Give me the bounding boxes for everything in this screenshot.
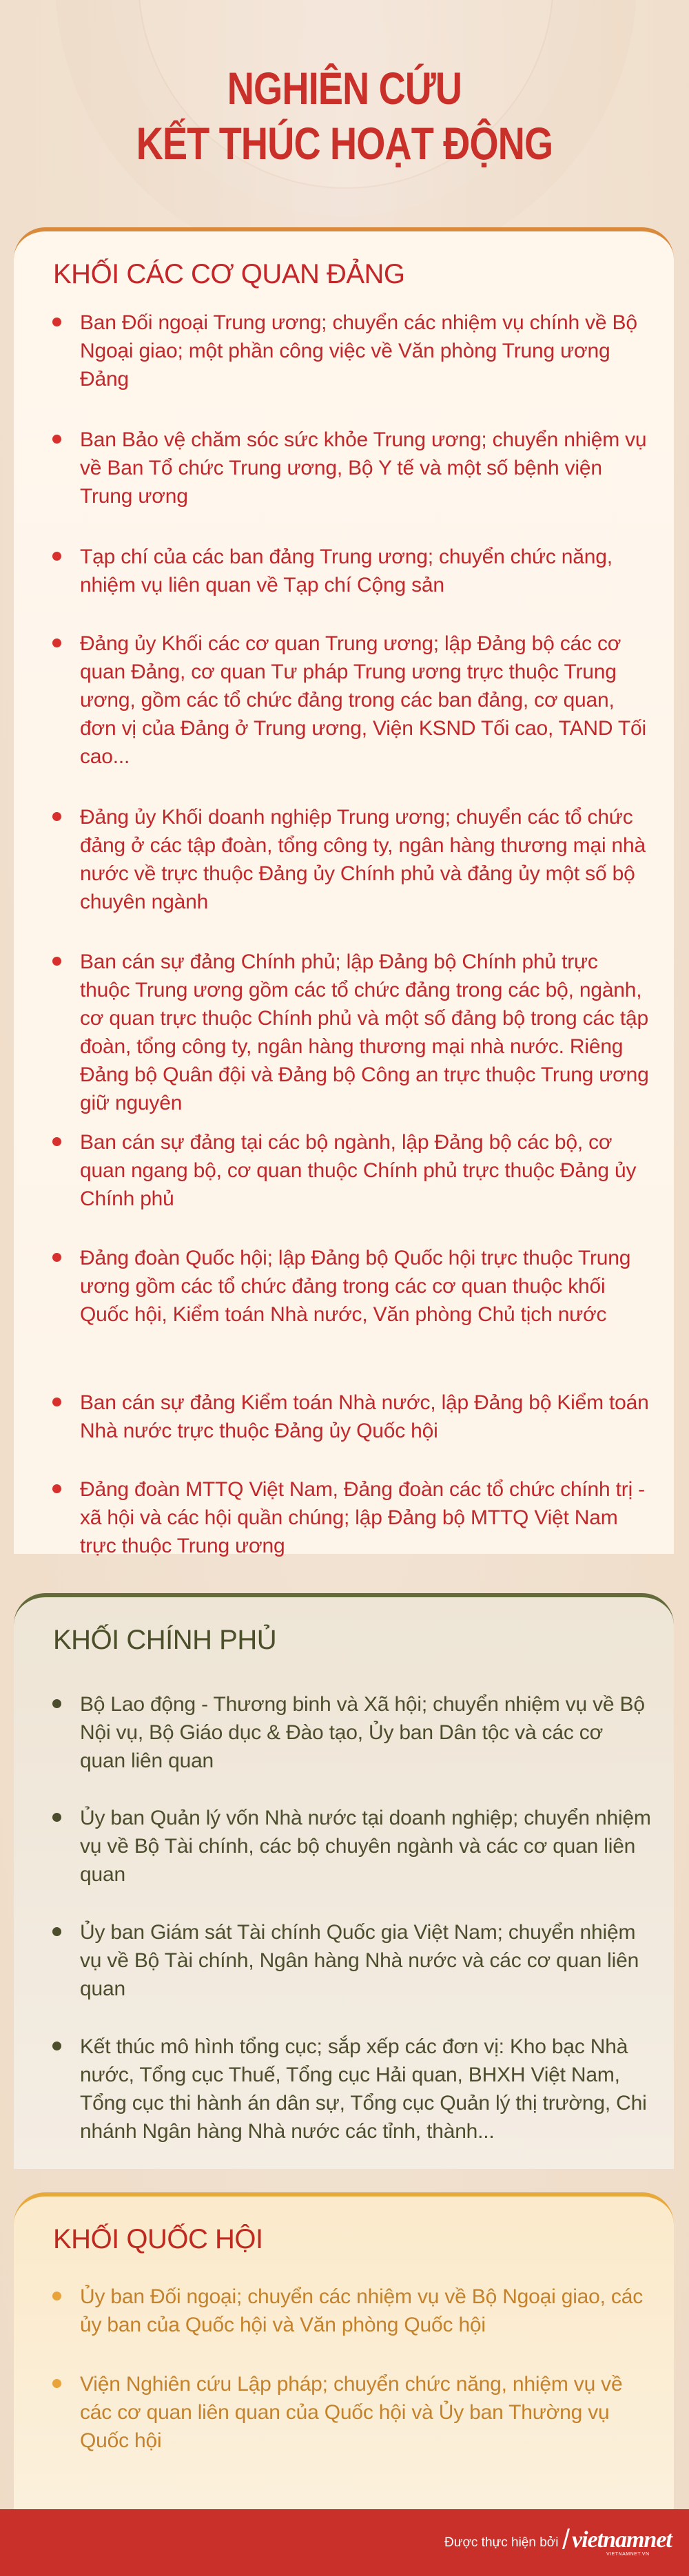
- list-item: [80, 1690, 652, 1775]
- list-item: [80, 2370, 652, 2455]
- list-item: [80, 426, 652, 510]
- list-item: [80, 1918, 652, 2003]
- bullet-icon: [52, 552, 61, 561]
- list-item-text: Viện Nghiên cứu Lập pháp; chuyển chức năng, nhiệm vụ về các cơ quan liên quan của Quốc hội và Ủy ban Thường vụ Quốc hội: [80, 2373, 623, 2452]
- section-national-assembly: [14, 2192, 674, 2513]
- list-item-text: Đảng ủy Khối doanh nghiệp Trung ương; chuyển các tổ chức đảng ở các tập đoàn, tổng công ty, ngân hàng thương mại nhà nước về trực thuộc Đảng ủy Chính phủ và đảng ủy một số bộ chuyên ngành: [80, 806, 646, 913]
- list-item: [80, 309, 652, 393]
- list-item-text: Đảng đoàn Quốc hội; lập Đảng bộ Quốc hội trực thuộc Trung ương gồm các tổ chức đảng trong các cơ quan thuộc khối Quốc hội, Kiểm toán Nhà nước, Văn phòng Chủ tịch nước: [80, 1247, 631, 1326]
- bullet-icon: [52, 1927, 61, 1936]
- list-item-text: Bộ Lao động - Thương binh và Xã hội; chuyển nhiệm vụ về Bộ Nội vụ, Bộ Giáo dục & Đào tạo, Ủy ban Dân tộc và các cơ quan liên quan: [80, 1693, 645, 1772]
- section-party-agencies: [14, 227, 674, 1557]
- list-item: [80, 630, 652, 771]
- list-item-text: Ủy ban Giám sát Tài chính Quốc gia Việt Nam; chuyển nhiệm vụ về Bộ Tài chính, Ngân hàng Nhà nước và các cơ quan liên quan: [80, 1921, 639, 2000]
- list-item: [80, 1389, 652, 1445]
- list-item: [80, 803, 652, 916]
- bullet-icon: [52, 812, 61, 821]
- footer-bar: [0, 2509, 689, 2576]
- bullet-icon: [52, 638, 61, 647]
- logo-tagline: VIETNAMNET.VN: [606, 2552, 650, 2557]
- list-item-text: Ban Bảo vệ chăm sóc sức khỏe Trung ương; chuyển nhiệm vụ về Ban Tổ chức Trung ương, Bộ Y tế và một số bệnh viện Trung ương: [80, 428, 647, 508]
- list-item: [80, 1128, 652, 1213]
- list-item: [80, 1244, 652, 1329]
- list-item: [80, 2283, 652, 2339]
- bullet-icon: [52, 1253, 61, 1262]
- list-item: [80, 1804, 652, 1889]
- page-title-line-1: NGHIÊN CỨU: [227, 63, 462, 114]
- list-item-text: Ban cán sự đảng tại các bộ ngành, lập Đảng bộ các bộ, cơ quan ngang bộ, cơ quan thuộc Chính phủ trực thuộc Đảng ủy Chính phủ: [80, 1131, 637, 1210]
- section-title: KHỐI QUỐC HỘI: [53, 2224, 263, 2254]
- bullet-icon: [52, 2042, 61, 2050]
- section-government: [14, 1593, 674, 2169]
- list-item-text: Ban Đối ngoại Trung ương; chuyển các nhiệm vụ chính về Bộ Ngoại giao; một phần công việc về Văn phòng Trung ương Đảng: [80, 311, 637, 391]
- list-item-text: Đảng đoàn MTTQ Việt Nam, Đảng đoàn các tổ chức chính trị - xã hội và các hội quần chúng; lập Đảng bộ MTTQ Việt Nam trực thuộc Trung ương: [80, 1478, 645, 1557]
- bullet-icon: [52, 1137, 61, 1146]
- bullet-icon: [52, 1813, 61, 1822]
- section-title: KHỐI CHÍNH PHỦ: [53, 1625, 277, 1655]
- bullet-icon: [52, 1699, 61, 1708]
- list-item: [80, 2033, 652, 2146]
- list-item: [80, 948, 652, 1117]
- bullet-icon: [52, 2379, 61, 2388]
- bullet-icon: [52, 1398, 61, 1406]
- list-item: [80, 1475, 652, 1560]
- list-item-text: Tạp chí của các ban đảng Trung ương; chuyển chức năng, nhiệm vụ liên quan về Tạp chí Cộng sản: [80, 546, 613, 596]
- list-item-text: Ban cán sự đảng Kiểm toán Nhà nước, lập Đảng bộ Kiểm toán Nhà nước trực thuộc Đảng ủy Quốc hội: [80, 1391, 649, 1442]
- vietnamnet-logo[interactable]: [565, 2524, 675, 2559]
- section-title: KHỐI CÁC CƠ QUAN ĐẢNG: [53, 259, 405, 289]
- footer-credit: Được thực hiện bởi: [444, 2535, 559, 2550]
- bullet-icon: [52, 318, 61, 326]
- list-item: [80, 543, 652, 599]
- page-title: [62, 61, 627, 171]
- list-item-text: Ban cán sự đảng Chính phủ; lập Đảng bộ Chính phủ trực thuộc Trung ương gồm các tổ chức đảng trong các bộ, ngành, cơ quan trực thuộc Chính phủ và một số đảng bộ trong các tập đoàn, tổng công ty, ngân hàng thương mại nhà nước. Riêng Đảng bộ Quân đội và Đảng bộ Công an trực thuộc Trung ương giữ nguyên: [80, 951, 649, 1114]
- list-item-text: Ủy ban Quản lý vốn Nhà nước tại doanh nghiệp; chuyển nhiệm vụ về Bộ Tài chính, các bộ chuyên ngành và các cơ quan liên quan: [80, 1807, 651, 1886]
- list-item-text: Ủy ban Đối ngoại; chuyển các nhiệm vụ về Bộ Ngoại giao, các ủy ban của Quốc hội và Văn phòng Quốc hội: [80, 2285, 644, 2336]
- bullet-icon: [52, 435, 61, 444]
- list-item-text: Kết thúc mô hình tổng cục; sắp xếp các đơn vị: Kho bạc Nhà nước, Tổng cục Thuế, Tổng cục Hải quan, BHXH Việt Nam, Tổng cục thi hành án dân sự, Tổng cục Quản lý thị trường, Chi nhánh Ngân hàng Nhà nước các tỉnh, thành...: [80, 2035, 647, 2143]
- bullet-icon: [52, 2292, 61, 2300]
- page-title-line-2: KẾT THÚC HOẠT ĐỘNG: [136, 118, 553, 169]
- bullet-icon: [52, 957, 61, 966]
- bullet-icon: [52, 1484, 61, 1493]
- list-item-text: Đảng ủy Khối các cơ quan Trung ương; lập Đảng bộ các cơ quan Đảng, cơ quan Tư pháp Trung ương trực thuộc Trung ương, gồm các tổ chức đảng trong các ban đảng, cơ quan, đơn vị của Đảng ở Trung ương, Viện KSND Tối cao, TAND Tối cao...: [80, 632, 646, 768]
- logo-wordmark: vietnamnet: [572, 2527, 672, 2553]
